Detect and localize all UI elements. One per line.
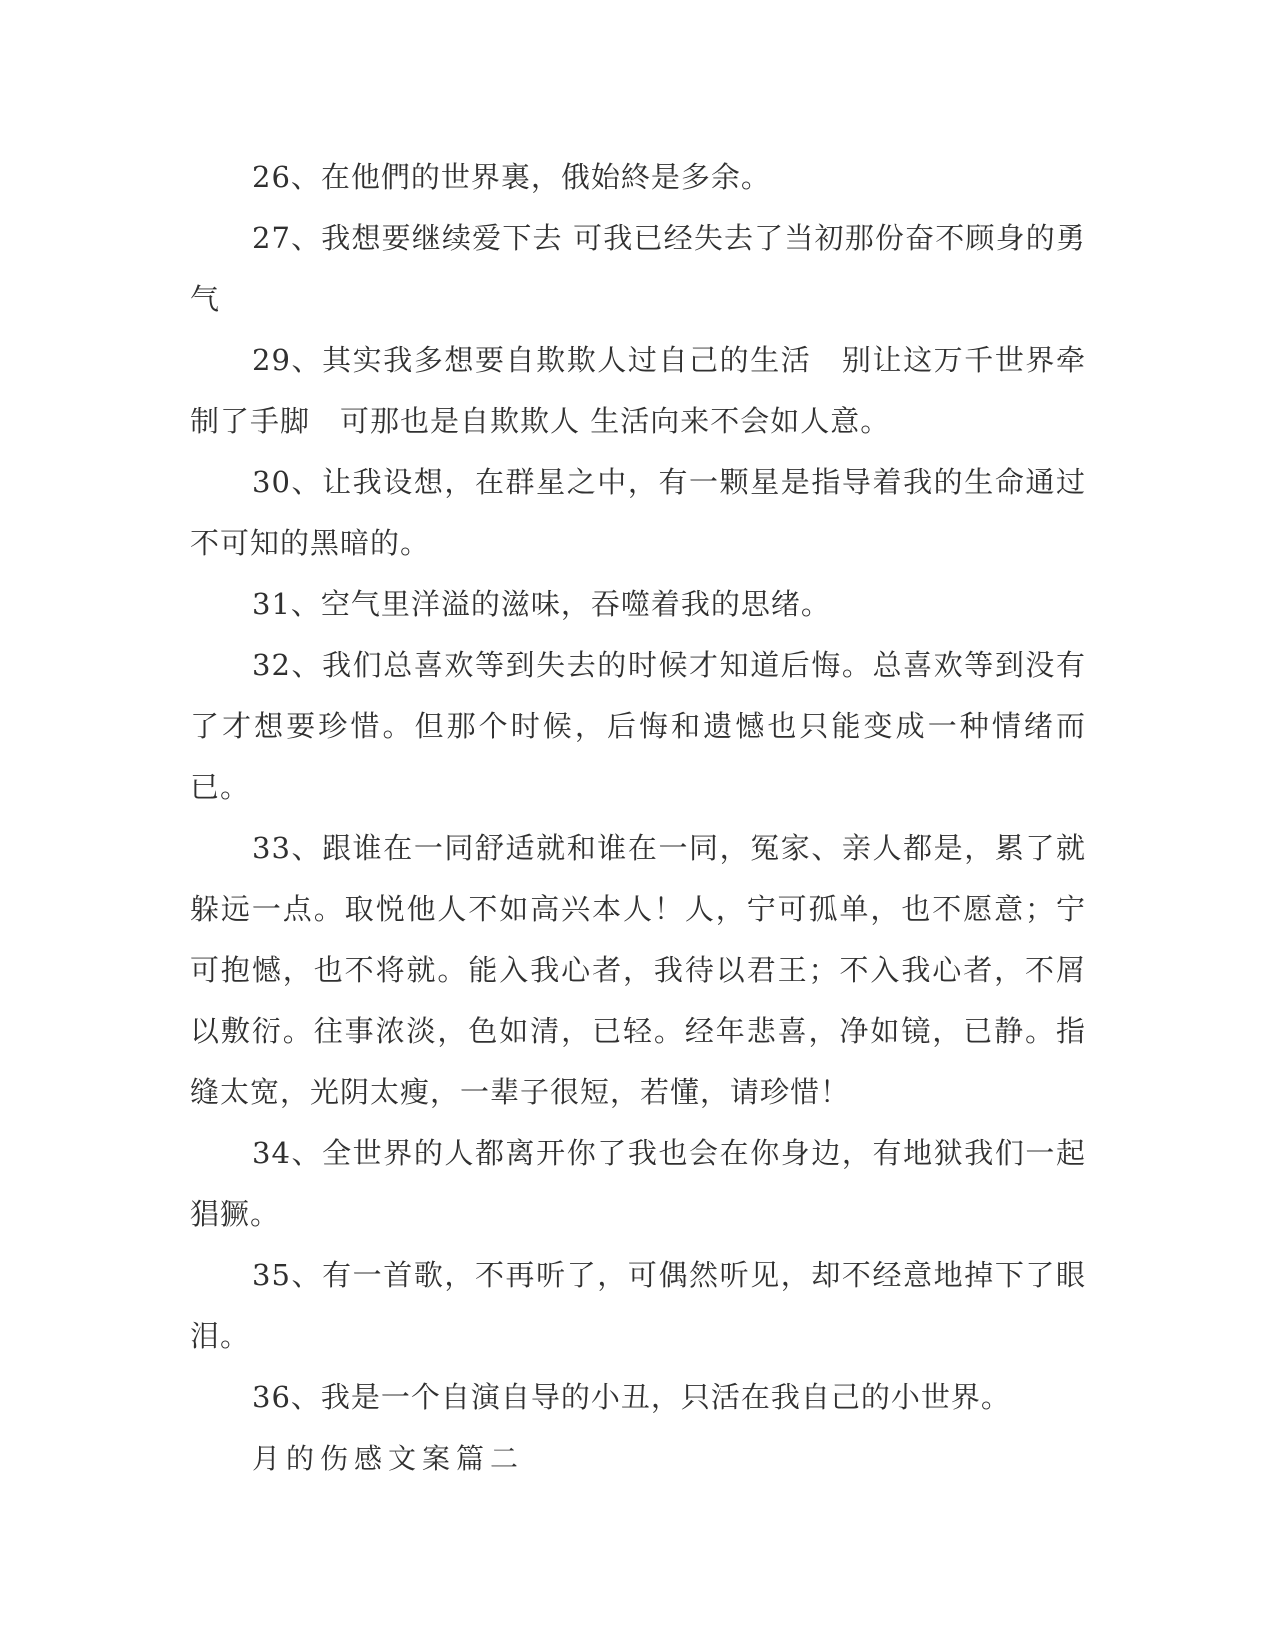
quote-number: 34 [252, 1136, 291, 1170]
quote-separator: 、 [290, 831, 323, 865]
quote-item-31 [190, 574, 1086, 635]
quote-separator: 、 [290, 648, 323, 682]
quote-separator: 、 [290, 465, 323, 499]
text-content [190, 147, 1086, 1489]
quote-item-33 [190, 818, 1086, 1123]
quote-separator: 、 [290, 587, 321, 621]
quote-text: 跟谁在一同舒适就和谁在一同，冤家、亲人都是，累了就躲远一点。取悦他人不如高兴本人！人，宁可孤单，也不愿意；宁可抱憾，也不将就。能入我心者，我待以君王；不入我心者，不屑以敷衍。往事浓淡，色如清，已轻。经年悲喜，净如镜，已静。指缝太宽，光阴太瘦，一辈子很短，若懂，请珍惜！ [190, 831, 1086, 1109]
quote-number: 30 [252, 465, 291, 499]
quote-separator: 、 [290, 160, 321, 194]
quote-number: 29 [252, 343, 291, 377]
quote-item-27 [190, 208, 1086, 330]
quote-separator: 、 [290, 1380, 321, 1414]
quote-separator: 、 [290, 343, 323, 377]
quote-separator: 、 [290, 221, 322, 255]
quote-text: 其实我多想要自欺欺人过自己的生活 别让这万千世界牵制了手脚 可那也是自欺欺人 生活向来不会如人意。 [190, 343, 1086, 438]
quote-number: 35 [252, 1258, 291, 1292]
quote-separator: 、 [290, 1258, 323, 1292]
quote-item-30 [190, 452, 1086, 574]
quote-text: 全世界的人都离开你了我也会在你身边，有地狱我们一起猖獗。 [190, 1136, 1086, 1231]
quote-item-26 [190, 147, 1086, 208]
quote-item-29 [190, 330, 1086, 452]
quote-number: 33 [252, 831, 291, 865]
quote-number: 26 [252, 160, 291, 194]
quote-text: 空气里洋溢的滋味，吞噬着我的思绪。 [320, 587, 831, 621]
quote-number: 32 [252, 648, 291, 682]
quote-item-34 [190, 1123, 1086, 1245]
quote-number: 27 [252, 221, 291, 255]
quote-item-32 [190, 635, 1086, 818]
quote-text: 我是一个自演自导的小丑，只活在我自己的小世界。 [320, 1380, 1011, 1414]
quote-number: 36 [252, 1380, 291, 1414]
quote-item-35 [190, 1245, 1086, 1367]
section-heading: 月的伤感文案篇二 [252, 1442, 525, 1475]
quote-item-36 [190, 1367, 1086, 1428]
quote-text: 有一首歌，不再听了，可偶然听见，却不经意地掉下了眼泪。 [190, 1258, 1086, 1353]
quote-text: 在他們的世界裏，俄始終是多余。 [320, 160, 771, 194]
quote-text: 我想要继续爱下去 可我已经失去了当初那份奋不顾身的勇气 [190, 221, 1086, 316]
quote-text: 让我设想，在群星之中，有一颗星是指导着我的生命通过不可知的黑暗的。 [190, 465, 1086, 560]
quote-number: 31 [252, 587, 291, 621]
quote-text: 我们总喜欢等到失去的时候才知道后悔。总喜欢等到没有了才想要珍惜。但那个时候，后悔和遗憾也只能变成一种情绪而已。 [190, 648, 1086, 804]
quote-separator: 、 [290, 1136, 323, 1170]
